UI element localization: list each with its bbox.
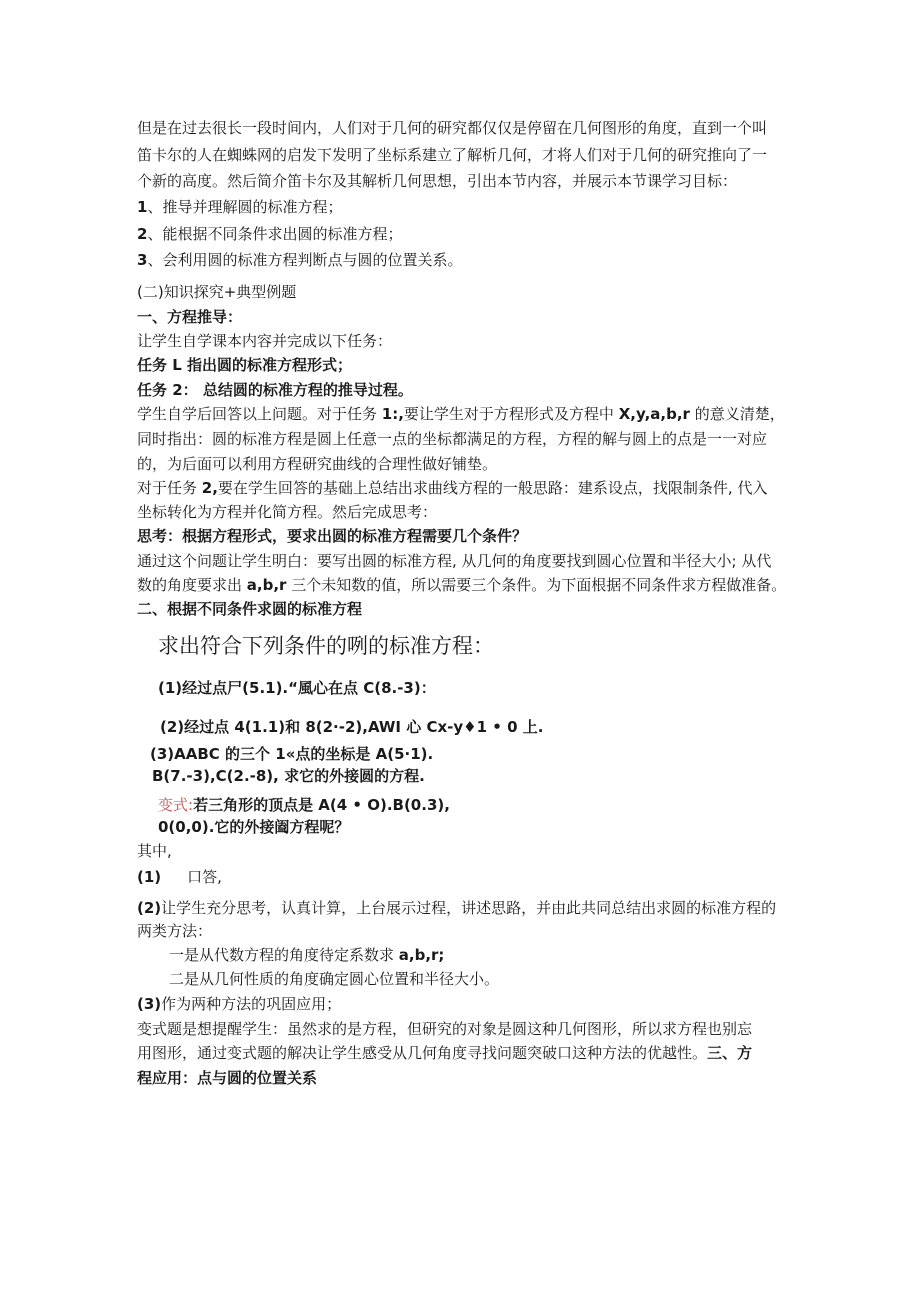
p1-text-c: 要让学生对于方程形式及方程中: [403, 405, 619, 423]
goal-3: [137, 249, 462, 271]
p1-task-ref: 1:,: [381, 405, 404, 423]
subheading-conditions: 二、根据不同条件求圆的标准方程: [137, 600, 363, 618]
paragraph-1-line-1: [137, 403, 785, 425]
final-line-2-text: 用图形，通过变式题的解决让学生感受从几何角度寻找问题突破口这种方法的优越性。: [137, 1044, 708, 1062]
final-line-2: [137, 1042, 752, 1064]
p2-text-a: 对于任务: [137, 479, 202, 497]
intro-line-3: 个新的高度。然后简介笛卡尔及其解析几何思想，引出本节内容，并展示本节课学习目标：: [137, 172, 738, 190]
paragraph-3-line-1: 通过这个问题让学生明白：要写出圆的标准方程, 从几何的角度要找到圆心位置和半径大小; 从代: [137, 552, 772, 570]
paragraph-1-line-2: 同时指出：圆的标准方程是圆上任意一点的坐标都满足的方程，方程的解与圆上的点是一一对应: [137, 430, 768, 448]
intro-line-2: 笛卡尔的人在蜘蛛网的启发下发明了坐标系建立了解析几何，才将人们对于几何的研究推向了一: [137, 146, 768, 164]
section-heading: (二)知识探究+典型例题: [137, 283, 297, 301]
final-line-3: 程应用：点与圆的位置关系: [137, 1069, 318, 1087]
p3-unknowns: a,b,r: [246, 576, 287, 594]
note-3-number: (3): [137, 995, 162, 1013]
goal-2: [137, 223, 402, 245]
p2-text-c: 要在学生回答的基础上总结出求曲线方程的一般思路：建系设点，找限制条件, 代入: [217, 479, 768, 497]
p3-text-a: 数的角度要求出: [137, 576, 247, 594]
exercise-q3-line-1: (3)AABC 的三个 1«点的坐标是 A(5·1).: [150, 745, 434, 763]
method-1-unknowns: a,b,r;: [398, 946, 445, 964]
goal-3-number: 3: [137, 251, 148, 269]
goal-1: [137, 196, 342, 218]
method-1-text: 一是从代数方程的角度待定系数求: [169, 946, 399, 964]
paragraph-2-line-1: [137, 477, 767, 499]
exercise-q2: (2)经过点 4(1.1)和 8(2·-2),AWI 心 Cx-y♦1 • 0 上.: [160, 718, 544, 736]
exercise-title: 求出符合下列条件的咧的标准方程：: [158, 634, 494, 658]
p1-text-a: 学生自学后回答以上问题。对于任务: [137, 405, 382, 423]
paragraph-2-line-2: 坐标转化为方程并化简方程。然后完成思考：: [137, 503, 438, 521]
final-line-2-heading: 三、方: [707, 1044, 753, 1062]
p2-task-ref: 2,: [201, 479, 218, 497]
task-2: 任务 2： 总结圆的标准方程的推导过程。: [137, 381, 413, 399]
note-2-number: (2): [137, 899, 162, 917]
goal-2-text: 、能根据不同条件求出圆的标准方程；: [147, 225, 403, 243]
task-1: 任务 L 指出圆的标准方程形式；: [137, 356, 353, 374]
exercise-variant-line-1: [158, 794, 450, 816]
note-1-text: 口答,: [187, 868, 222, 886]
note-2-line-1: [137, 897, 776, 919]
goal-1-number: 1: [137, 198, 148, 216]
goal-3-text: 、会利用圆的标准方程判断点与圆的位置关系。: [147, 251, 463, 269]
exercise-q3-line-2: B(7.-3),C(2.-8), 求它的外接圆的方程.: [152, 767, 425, 785]
notes-where: 其中,: [137, 842, 172, 860]
variant-text: 若三角形的顶点是 A(4 • O).B(0.3),: [193, 796, 450, 814]
p3-text-c: 三个未知数的值，所以需要三个条件。为下面根据不同条件求方程做准备。: [286, 576, 787, 594]
note-3: [137, 993, 341, 1015]
method-2: 二是从几何性质的角度确定圆心位置和半径大小。: [169, 970, 500, 988]
exercise-q1: (1)经过点尸(5.1).“風心在点 C(8.-3)：: [158, 679, 436, 697]
method-1: [169, 944, 444, 966]
note-2-line-2: 两类方法：: [137, 922, 213, 940]
variant-label: 变式:: [158, 796, 194, 814]
task-intro: 让学生自学课本内容并完成以下任务：: [137, 332, 393, 350]
intro-line-1: 但是在过去很长一段时间内，人们对于几何的研究都仅仅是停留在几何图形的角度，直到一个叫: [137, 119, 768, 137]
subheading-derivation: 一、方程推导：: [137, 308, 243, 326]
goal-1-text: 、推导并理解圆的标准方程；: [147, 198, 343, 216]
note-2-text: 让学生充分思考，认真计算，上台展示过程，讲述思路，并由此共同总结出求圆的标准方程的: [161, 899, 777, 917]
paragraph-3-line-2: [137, 574, 786, 596]
paragraph-1-line-3: 的，为后面可以利用方程研究曲线的合理性做好铺垫。: [137, 455, 498, 473]
goal-2-number: 2: [137, 225, 148, 243]
note-1-number: (1): [137, 868, 162, 886]
p1-text-e: 的意义清楚，: [689, 405, 785, 423]
p1-variables: X,y,a,b,r: [618, 405, 690, 423]
final-line-1: 变式题是想提醒学生：虽然求的是方程，但研究的对象是圆这种几何图形，所以求方程也别忘: [137, 1020, 753, 1038]
note-3-text: 作为两种方法的巩固应用；: [161, 995, 342, 1013]
think-question: 思考：根据方程形式，要求出圆的标准方程需要几个条件？: [137, 527, 528, 545]
exercise-variant-line-2: 0(0,0).它的外接阖方程呢？: [158, 818, 350, 836]
note-1: [137, 866, 222, 888]
